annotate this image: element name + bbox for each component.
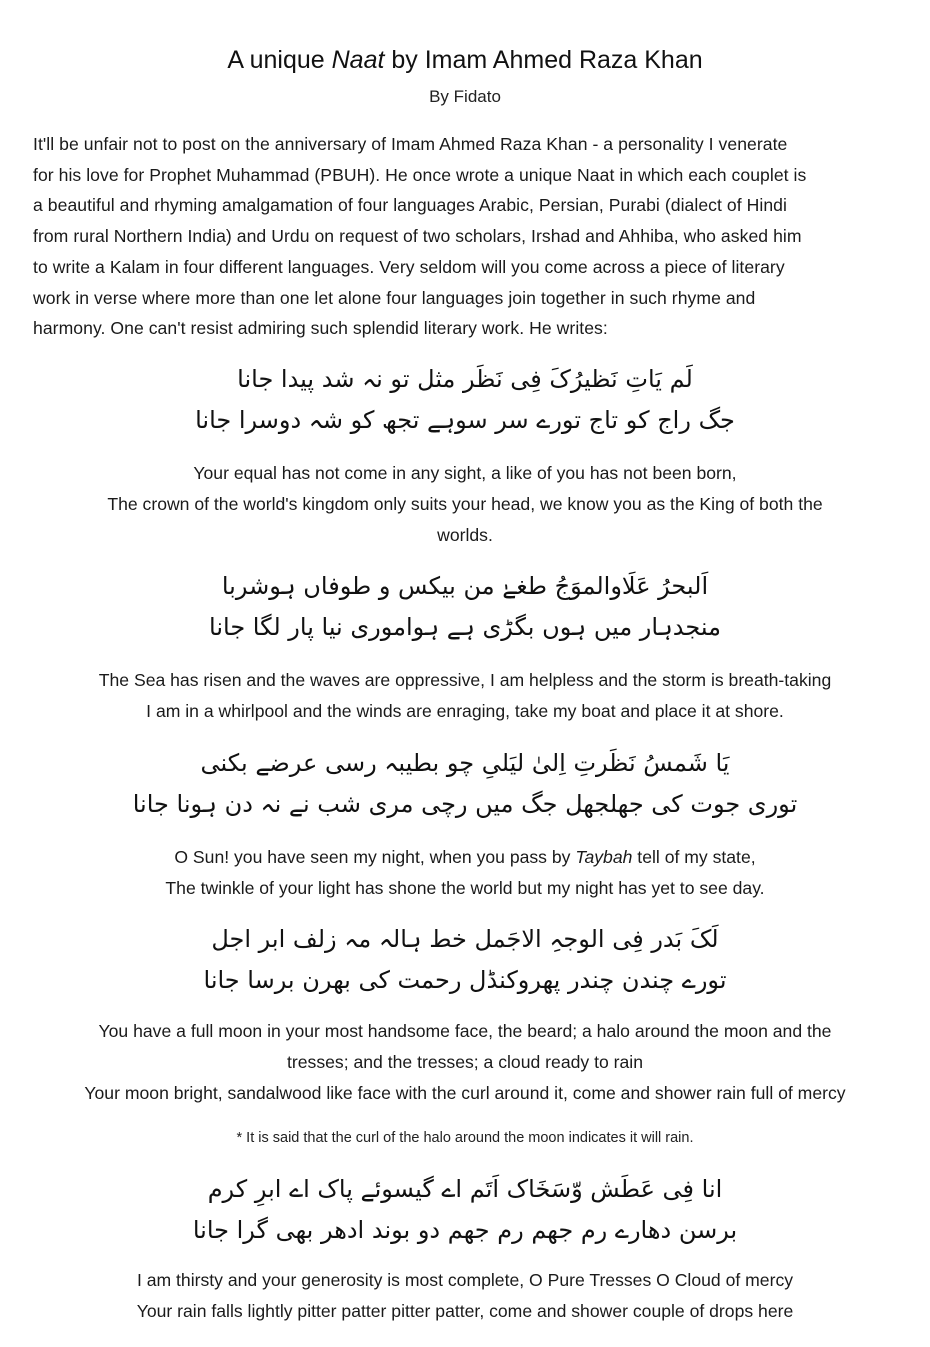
urdu-verse-line: یَا شَمسُ نَظَرتِ اِلیٰ لیَلیِ چو بطیبہ رسی عرضے بکنی [200,749,730,777]
couplet-5-translation [30,1265,900,1327]
translation-line: I am thirsty and your generosity is most complete, O Pure Tresses O Cloud of mercy [136,1270,794,1290]
translation-line: tresses; and the tresses; a cloud ready to rain [287,1052,643,1072]
urdu-verse-line: جگ راج کو تاج تورے سر سوہے تجھ کو شہ دوسرا جانا [195,406,735,434]
urdu-verse-line: اَلبحرُ عَلَاوالموَجُ طغےٰ من بیکس و طوفاں ہوشربا [221,572,709,600]
translation-line: Your moon bright, sandalwood like face with the curl around it, come and shower rain full of mercy [84,1083,846,1103]
translation-line: I am in a whirlpool and the winds are enraging, take my boat and place it at shore. [146,701,784,721]
intro-line: harmony. One can't resist admiring such splendid literary work. He writes: [33,318,608,339]
taybah-italic: Taybah [575,847,633,867]
couplet-1-urdu [0,359,930,441]
article-title [0,42,930,78]
translation-line [30,842,900,873]
urdu-verse-line: لَکَ بَدر فِی الوجہِ الاجَمل خط ہالہ مہ زلف ابر اجل [211,925,719,953]
couplet-4-translation [30,1016,900,1109]
byline: By Fidato [429,87,501,106]
translation-line: Your equal has not come in any sight, a like of you has not been born, [193,463,737,483]
title-suffix: by Imam Ahmed Raza Khan [384,46,703,74]
footnote: * It is said that the curl of the halo around the moon indicates it will rain. [236,1130,694,1146]
intro-line: work in verse where more than one let alone four languages join together in such rhyme and [33,287,756,308]
translation-line: worlds. [437,525,493,545]
urdu-verse-line: توری جوت کی جھلجھل جگ میں رچی مری شب نے نہ دن ہونا جانا [132,790,798,818]
translation-line: The Sea has risen and the waves are oppressive, I am helpless and the storm is breath-taking [98,670,832,690]
urdu-verse-line: لَم یَاتِ نَظیرُکَ فِی نَظَر مثل تو نہ شد پیدا جانا [237,365,693,393]
intro-paragraph [33,129,905,344]
urdu-verse-line: برسن دھارے رم جھم رم جھم دو بوند ادھر بھی گرا جانا [192,1216,738,1244]
urdu-verse-line: تورے چندن چندر پھروکنڈل رحمت کی بھرن برسا جانا [203,966,727,994]
translation-text: O Sun! you have seen my night, when you pass by [174,847,576,867]
intro-line: to write a Kalam in four different languages. Very seldom will you come across a piece of literary [33,256,785,277]
urdu-verse-line: منجدہار میں ہوں بگڑی ہے ہواموری نیا پار لگا جانا [209,613,721,641]
translation-line: The crown of the world's kingdom only suits your head, we know you as the King of both the [107,494,823,514]
intro-line: from rural Northern India) and Urdu on request of two scholars, Irshad and Ahhiba, who asked him [33,226,802,247]
couplet-2-urdu [0,566,930,648]
urdu-verse-line: انا فِی عَطَش وّسَخَاک اَتَم اے گیسوئے پاک اے ابرِ کرم [207,1175,723,1203]
couplet-5-urdu [0,1169,930,1251]
translation-line: Your rain falls lightly pitter patter pitter patter, come and shower couple of drops here [136,1301,794,1321]
couplet-4-urdu [0,919,930,1001]
couplet-2-translation [30,665,900,727]
intro-line: a beautiful and rhyming amalgamation of four languages Arabic, Persian, Purabi (dialect of Hindi [33,195,787,216]
title-prefix: A unique [227,46,332,74]
translation-line: The twinkle of your light has shone the world but my night has yet to see day. [165,878,765,898]
couplet-1-translation [30,458,900,551]
couplet-3-translation [30,842,900,904]
title-italic-naat: Naat [331,46,385,74]
translation-line: You have a full moon in your most handsome face, the beard; a halo around the moon and the [98,1021,832,1041]
intro-line: for his love for Prophet Muhammad (PBUH). He once wrote a unique Naat in which each couplet is [33,164,807,185]
intro-line: It'll be unfair not to post on the anniversary of Imam Ahmed Raza Khan - a personality I venerate [33,134,788,154]
translation-text: tell of my state, [632,847,756,867]
couplet-3-urdu [0,743,930,825]
